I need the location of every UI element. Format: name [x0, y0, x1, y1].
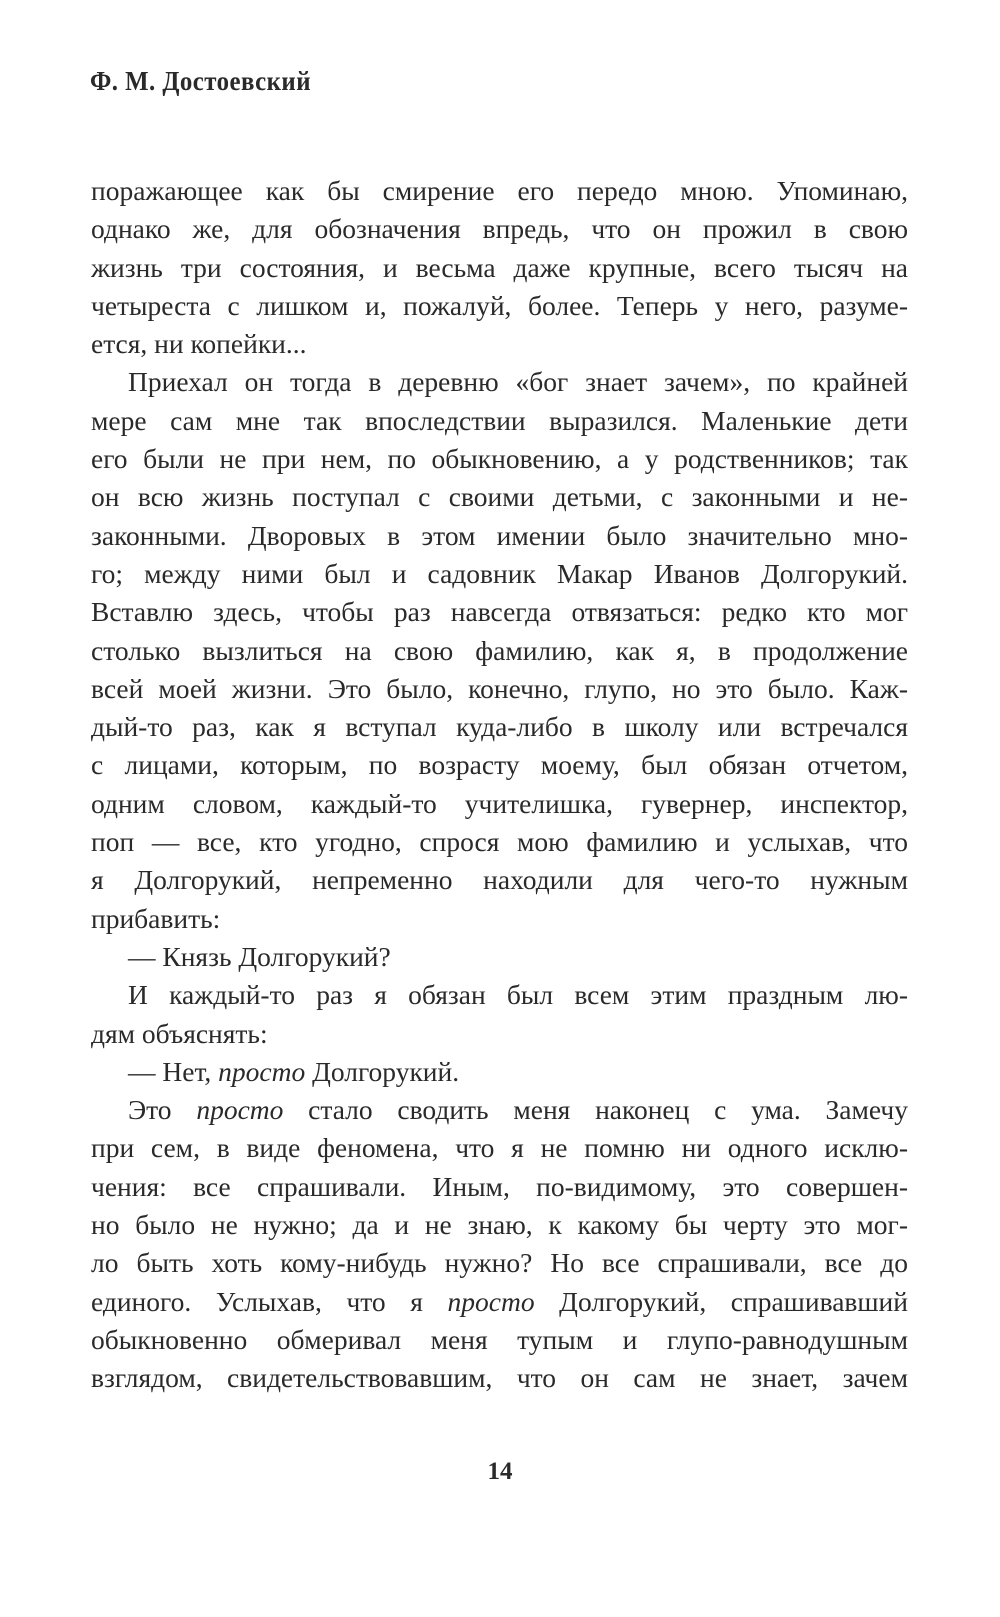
- text-segment: Долгорукий, спрашивавший: [534, 1285, 908, 1317]
- italic-word: просто: [196, 1094, 284, 1126]
- text-line: взглядом, свидетельствовавшим, что он сам не знает, зачем: [91, 1362, 908, 1394]
- text-line: обыкновенно обмеривал меня тупым и глупо-равнодушным: [91, 1323, 908, 1355]
- text-line: [91, 1283, 908, 1321]
- text-line: прибавить:: [91, 902, 221, 934]
- text-line: но было не нужно; да и не знаю, к какому бы черту это мог-: [91, 1209, 908, 1241]
- italic-word: просто: [447, 1285, 535, 1317]
- body-text: [91, 172, 908, 1398]
- text-segment: Это: [128, 1094, 197, 1126]
- text-line: четыреста с лишком и, пожалуй, более. Теперь у него, разуме-: [91, 289, 908, 321]
- text-segment: стало сводить меня наконец с ума. Замечу: [283, 1094, 908, 1126]
- text-line: [91, 1091, 908, 1129]
- text-line: жизнь три состояния, и весьма даже крупные, всего тысяч на: [91, 251, 908, 283]
- text-line: И каждый-то раз я обязан был всем этим праздным лю-: [128, 979, 908, 1011]
- text-line: го; между ними был и садовник Макар Иванов Долгорукий.: [91, 557, 908, 589]
- dialogue-line: — Князь Долгорукий?: [128, 940, 391, 972]
- text-line: при сем, в виде феномена, что я не помню ни одного исклю-: [91, 1132, 908, 1164]
- text-line: законными. Дворовых в этом имении было значительно мно-: [91, 519, 908, 551]
- text-line: поражающее как бы смирение его передо мною. Упоминаю,: [91, 175, 908, 206]
- italic-word: просто: [218, 1055, 306, 1087]
- text-line: мере сам мне так впоследствии выразился. Маленькие дети: [91, 404, 908, 436]
- text-segment: единого. Услыхав, что я: [91, 1285, 448, 1317]
- text-line: дям объяснять:: [91, 1017, 268, 1049]
- text-line: Вставлю здесь, чтобы раз навсегда отвязаться: редко кто мог: [91, 596, 908, 628]
- text-line: ло быть хоть кому-нибудь нужно? Но все спрашивали, все до: [91, 1247, 908, 1279]
- running-title: Ф. М. Достоевский: [90, 66, 311, 96]
- text-line: чения: все спрашивали. Иным, по-видимому, это совершен-: [91, 1170, 908, 1202]
- text-line: с лицами, которым, по возрасту моему, был обязан отчетом,: [91, 749, 908, 781]
- text-line: его были не при нем, по обыкновению, а у родственников; так: [91, 443, 908, 475]
- text-line: ется, ни копейки...: [91, 328, 307, 360]
- text-line: дый-то раз, как я вступал куда-либо в школу или встречался: [91, 711, 908, 743]
- text-line: столько вызлиться на свою фамилию, как я, в продолжение: [91, 634, 908, 666]
- dialogue-line: [91, 1053, 908, 1091]
- text-line: я Долгорукий, непременно находили для чего-то нужным: [91, 864, 908, 896]
- page-number: 14: [487, 1458, 513, 1485]
- text-segment: Долгорукий.: [305, 1055, 460, 1087]
- text-line: Приехал он тогда в деревню «бог знает зачем», по крайней: [128, 366, 908, 398]
- text-line: однако же, для обозначения впредь, что он прожил в свою: [91, 213, 908, 245]
- text-line: поп — все, кто угодно, спрося мою фамилию и услыхав, что: [91, 826, 908, 858]
- text-line: одним словом, каждый-то учителишка, гувернер, инспектор,: [91, 787, 908, 819]
- text-line: он всю жизнь поступал с своими детьми, с законными и не-: [91, 481, 908, 513]
- text-segment: — Нет,: [128, 1055, 219, 1087]
- text-line: всей моей жизни. Это было, конечно, глупо, но это было. Каж-: [91, 672, 908, 704]
